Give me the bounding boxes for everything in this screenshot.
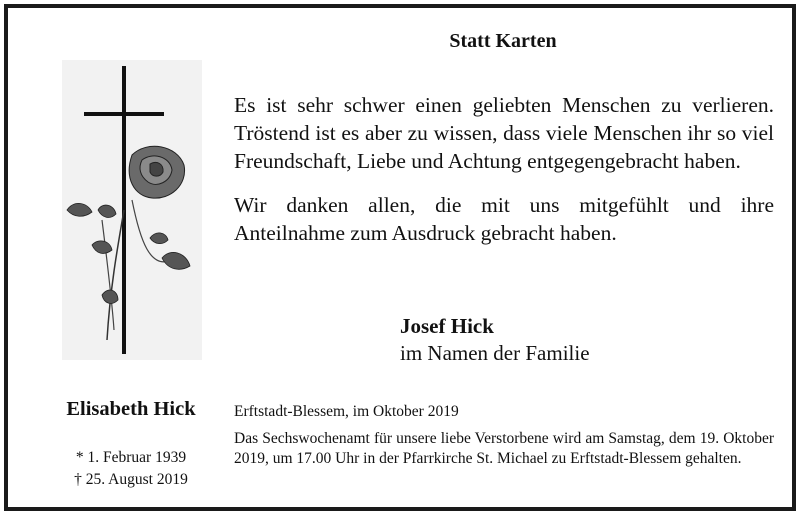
service-notice [234, 402, 774, 469]
decedent-name: Elisabeth Hick [66, 398, 196, 420]
life-dates [40, 447, 222, 491]
page-title: Statt Karten [449, 30, 557, 52]
cross-with-rose-icon [62, 60, 202, 360]
message-paragraph-1: Es ist sehr schwer einen geliebten Menschen zu verlieren. Tröstend ist es aber zu wissen, dass viele Menschen ihr so viel Freundschaft, Liebe und Achtung entgegengebracht haben. [234, 93, 774, 173]
death-date: † 25. August 2019 [74, 471, 188, 488]
birth-date: * 1. Februar 1939 [75, 449, 187, 466]
message-paragraph-2: Wir danken allen, die mit uns mitgefühlt und ihre Anteilnahme zum Ausdruck gebracht haben. [234, 193, 774, 245]
message [234, 91, 774, 263]
signer-family: im Namen der Familie [400, 341, 590, 365]
signature [400, 313, 590, 367]
signer-name: Josef Hick [400, 314, 494, 338]
place-date: Erftstadt-Blessem, im Oktober 2019 [234, 403, 459, 420]
mass-announcement: Das Sechswochenamt für unsere liebe Verstorbene wird am Samstag, dem 19. Oktober 2019, um 17.00 Uhr in der Pfarrkirche St. Michael zu Erftstadt-Blessem gehalten. [234, 430, 774, 467]
